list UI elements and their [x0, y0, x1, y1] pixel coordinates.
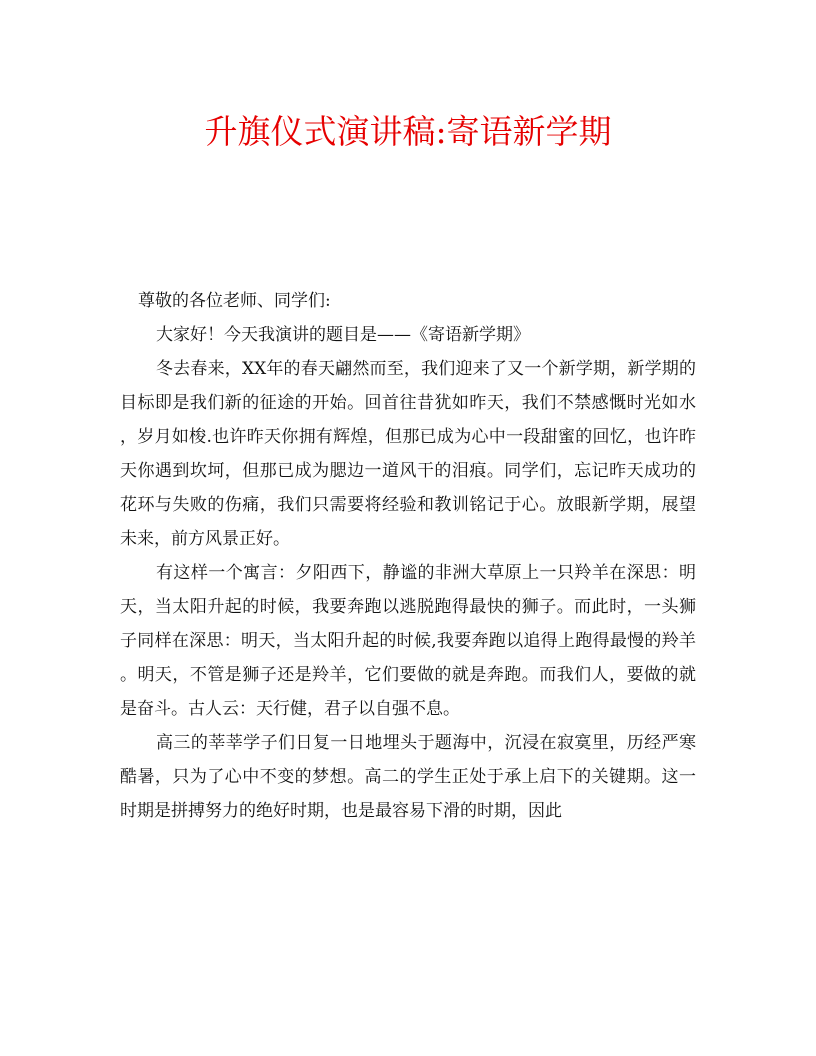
paragraph-greeting: 大家好！今天我演讲的题目是——《寄语新学期》	[156, 325, 530, 345]
paragraph-students: 高三的莘莘学子们日复一日地埋头于题海中，沉浸在寂寞里，历经严寒酷暑，只为了心中不变的梦想。高二的学生正处于承上启下的关键期。这一时期是拼搏努力的绝好时期，也是最容易下滑的时期，因此	[120, 733, 696, 821]
paragraph-new-term: 冬去春来，XX年的春天翩然而至，我们迎来了又一个新学期，新学期的目标即是我们新的征途的开始。回首往昔犹如昨天，我们不禁感慨时光如水，岁月如梭.也许昨天你拥有辉煌，但那已成为心中一段甜蜜的回忆，也许昨天你遇到坎坷，但那已成为腮边一道风干的泪痕。同学们，忘记昨天成功的花环与失败的伤痛，我们只需要将经验和教训铭记于心。放眼新学期，展望未来，前方风景正好。	[120, 359, 696, 549]
paragraph-fable: 有这样一个寓言：夕阳西下，静谧的非洲大草原上一只羚羊在深思：明天，当太阳升起的时候，我要奔跑以逃脱跑得最快的狮子。而此时，一头狮子同样在深思：明天，当太阳升起的时候,我要奔跑以追得上跑得最慢的羚羊。明天，不管是狮子还是羚羊，它们要做的就是奔跑。而我们人，要做的就是奋斗。古人云：天行健，君子以自强不息。	[120, 563, 696, 719]
document-title: 升旗仪式演讲稿:寄语新学期	[204, 112, 612, 151]
document-body	[120, 284, 696, 828]
salutation: 尊敬的各位老师、同学们:	[138, 291, 331, 311]
